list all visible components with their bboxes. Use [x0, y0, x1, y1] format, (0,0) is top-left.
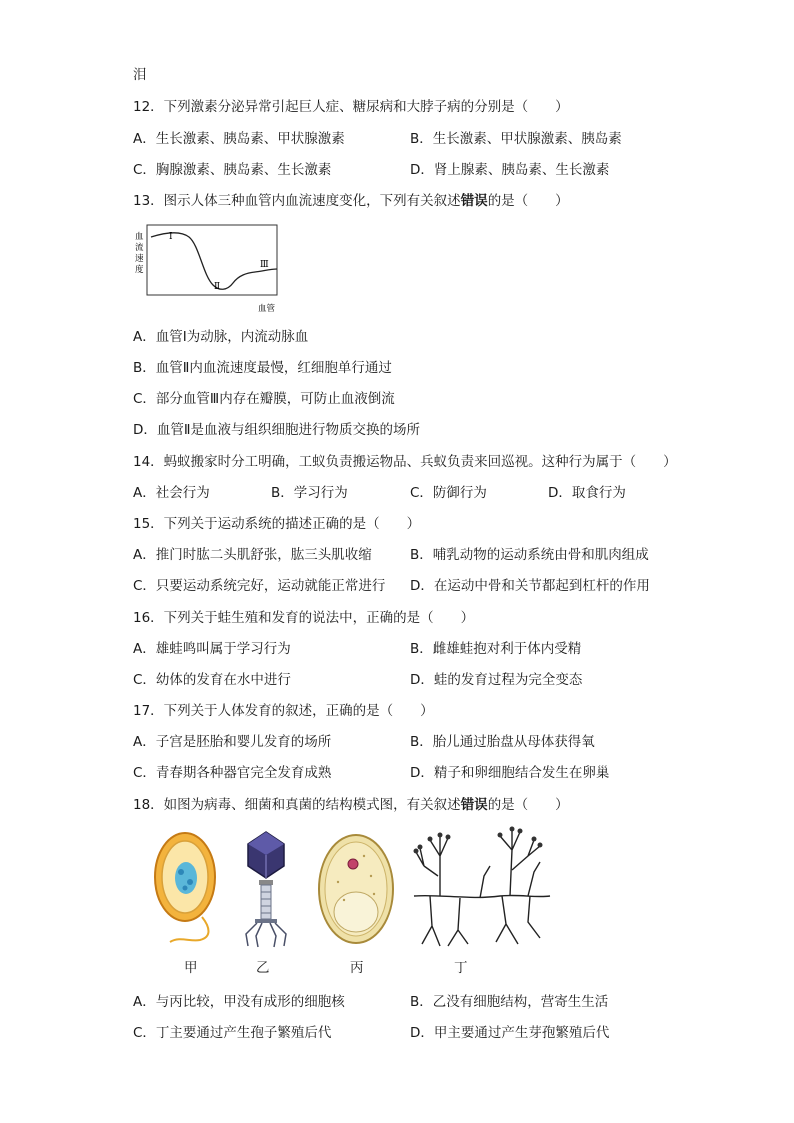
q14-option-d[interactable]: D．取食行为: [548, 485, 626, 501]
q17-option-a[interactable]: A．子宫是胚胎和婴儿发育的场所: [133, 734, 332, 750]
bacterium-svg: [150, 832, 220, 948]
virus-illustration: [238, 830, 294, 950]
q18-stem-after: 的是（ ）: [487, 797, 569, 813]
q18-stem-bold: 错误: [460, 797, 488, 813]
x-axis-label: 血管: [258, 304, 276, 314]
virus-tail-sheath: [261, 885, 271, 919]
q16-option-b[interactable]: B．雌雄蛙抱对利于体内受精: [410, 641, 582, 657]
granule: [363, 855, 365, 857]
q14-stem: 14．蚂蚁搬家时分工明确，工蚁负责搬运物品、兵蚁负责来回巡视。这种行为属于（ ）: [133, 454, 677, 470]
q18-option-c[interactable]: C．丁主要通过产生孢子繁殖后代: [133, 1025, 332, 1041]
granule: [337, 881, 339, 883]
yeast-nucleus: [348, 859, 358, 869]
q18-stem: [133, 796, 569, 814]
q14-option-b[interactable]: B．学习行为: [271, 485, 348, 501]
q13-stem-before: 13．图示人体三种血管内血流速度变化，下列有关叙述: [133, 193, 461, 209]
virus-tail-fiber: [270, 923, 276, 947]
q17-option-b[interactable]: B．胎儿通过胎盘从母体获得氧: [410, 734, 595, 750]
q18-option-a[interactable]: A．与丙比较，甲没有成形的细胞核: [133, 994, 345, 1010]
q17-stem: 17．下列关于人体发育的叙述，正确的是（ ）: [133, 703, 434, 719]
figure-label-jia: 甲: [184, 960, 198, 976]
virus-base-plate: [255, 919, 277, 923]
q13-stem-after: 的是（ ）: [487, 193, 569, 209]
mold-sporangia: [414, 827, 543, 854]
q13-option-a[interactable]: A．血管Ⅰ为动脉，内流动脉血: [133, 329, 309, 345]
bacterium-illustration: [150, 832, 220, 948]
vessel-label-i: Ⅰ: [169, 232, 173, 242]
y-label-char-3: 速: [135, 254, 144, 264]
q15-option-d[interactable]: D．在运动中骨和关节都起到杠杆的作用: [410, 578, 650, 594]
figure-label-bing: 丙: [350, 960, 364, 976]
granule: [373, 893, 375, 895]
q13-stem: [133, 192, 569, 210]
q16-option-a[interactable]: A．雄蛙鸣叫属于学习行为: [133, 641, 291, 657]
yeast-vacuole: [334, 892, 378, 932]
q18-stem-before: 18．如图为病毒、细菌和真菌的结构模式图，有关叙述: [133, 797, 461, 813]
mold-hyphae: [414, 830, 550, 946]
q14-option-a[interactable]: A．社会行为: [133, 485, 210, 501]
yeast-illustration: [316, 832, 396, 946]
y-label-char-1: 血: [135, 232, 144, 242]
granule: [343, 899, 345, 901]
dna-dot: [187, 879, 193, 885]
mold-svg: [410, 826, 552, 950]
q15-stem: 15．下列关于运动系统的描述正确的是（ ）: [133, 516, 421, 532]
top-fragment: 泪: [133, 67, 147, 83]
granule: [370, 875, 372, 877]
y-label-char-2: 流: [135, 243, 144, 253]
q12-option-b[interactable]: B．生长激素、甲状腺激素、胰岛素: [410, 131, 622, 147]
virus-svg: [238, 830, 294, 950]
virus-tail-fiber: [246, 923, 257, 946]
q12-option-a[interactable]: A．生长激素、胰岛素、甲状腺激素: [133, 131, 345, 147]
q16-option-c[interactable]: C．幼体的发育在水中进行: [133, 672, 291, 688]
blood-flow-speed-chart-svg: [133, 223, 285, 315]
q15-option-b[interactable]: B．哺乳动物的运动系统由骨和肌肉组成: [410, 547, 649, 563]
q12-option-d[interactable]: D．肾上腺素、胰岛素、生长激素: [410, 162, 610, 178]
q15-option-a[interactable]: A．推门时肱二头肌舒张，肱三头肌收缩: [133, 547, 372, 563]
y-label-char-4: 度: [135, 265, 144, 275]
q14-option-c[interactable]: C．防御行为: [410, 485, 487, 501]
q12-stem: 12．下列激素分泌异常引起巨人症、糖尿病和大脖子病的分别是（ ）: [133, 99, 569, 115]
dna-dot: [178, 869, 184, 875]
q18-option-b[interactable]: B．乙没有细胞结构，营寄生生活: [410, 994, 609, 1010]
virus-tail-fiber: [275, 923, 286, 946]
q15-option-c[interactable]: C．只要运动系统完好，运动就能正常进行: [133, 578, 386, 594]
figure-label-yi: 乙: [256, 960, 270, 976]
q17-option-d[interactable]: D．精子和卵细胞结合发生在卵巢: [410, 765, 610, 781]
q13-option-d[interactable]: D．血管Ⅱ是血液与组织细胞进行物质交换的场所: [133, 422, 421, 438]
figure-label-ding: 丁: [454, 960, 468, 976]
virus-collar: [259, 880, 273, 885]
vessel-label-iii: Ⅲ: [260, 260, 269, 270]
virus-tail-fiber: [256, 923, 262, 947]
mold-illustration: [410, 826, 552, 950]
q13-stem-bold: 错误: [460, 193, 488, 209]
yeast-svg: [316, 832, 396, 946]
q16-option-d[interactable]: D．蛙的发育过程为完全变态: [410, 672, 583, 688]
q12-option-c[interactable]: C．胸腺激素、胰岛素、生长激素: [133, 162, 332, 178]
blood-flow-speed-graph: [133, 223, 285, 315]
q16-stem: 16．下列关于蛙生殖和发育的说法中，正确的是（ ）: [133, 610, 475, 626]
q18-option-d[interactable]: D．甲主要通过产生芽孢繁殖后代: [410, 1025, 610, 1041]
q17-option-c[interactable]: C．青春期各种器官完全发育成熟: [133, 765, 332, 781]
vessel-label-ii: Ⅱ: [214, 282, 221, 292]
q13-option-b[interactable]: B．血管Ⅱ内血流速度最慢，红细胞单行通过: [133, 360, 392, 376]
dna-dot: [183, 886, 188, 891]
q13-option-c[interactable]: C．部分血管Ⅲ内存在瓣膜，可防止血液倒流: [133, 391, 395, 407]
